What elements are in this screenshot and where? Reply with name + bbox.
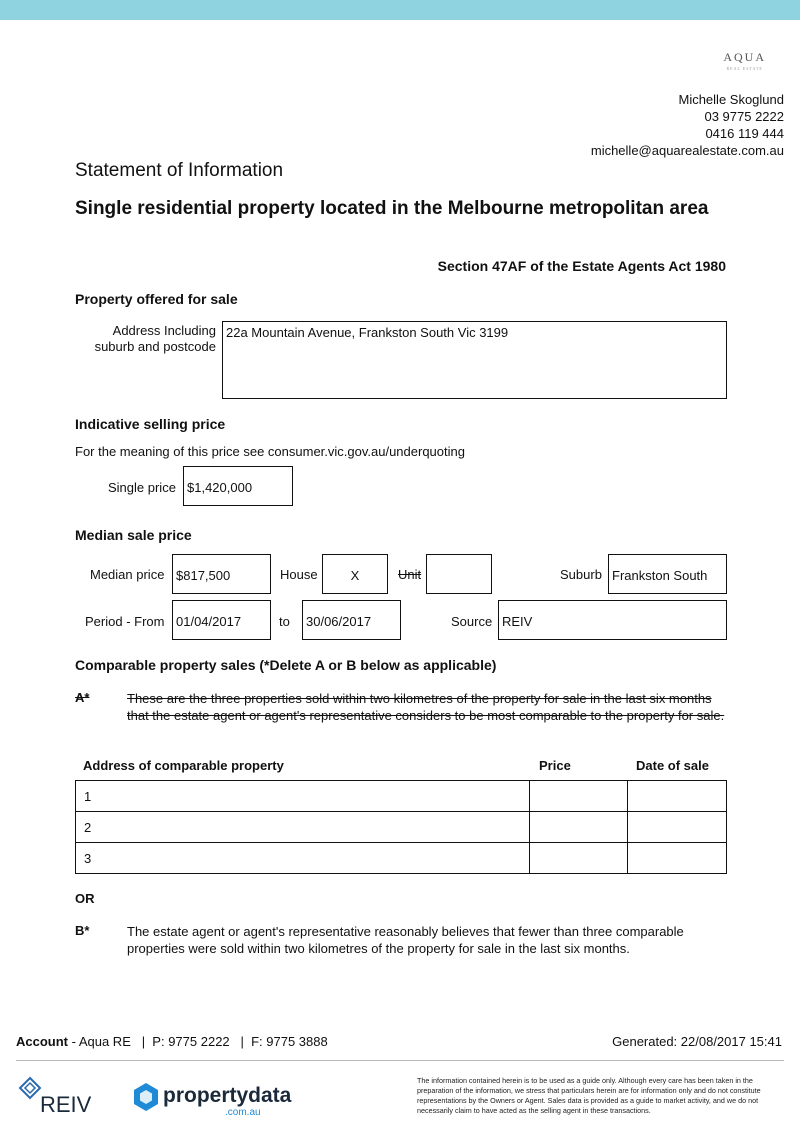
row-date-cell[interactable] bbox=[628, 843, 727, 874]
row-price-cell[interactable] bbox=[530, 843, 628, 874]
option-b-text: The estate agent or agent's representative reasonably believes that fewer than three comparable properties were sold within two kilometres of the property for sale in the last six months. bbox=[127, 924, 684, 956]
table-row bbox=[76, 781, 727, 812]
agent-phone-mobile: 0416 119 444 bbox=[705, 126, 784, 141]
single-price-value: $1,420,000 bbox=[187, 480, 253, 495]
table-row bbox=[76, 812, 727, 843]
col-date-header: Date of sale bbox=[636, 758, 709, 773]
source-field[interactable] bbox=[498, 600, 727, 640]
aqua-logo bbox=[723, 50, 766, 71]
option-a-text: These are the three properties sold within two kilometres of the property for sale in the last six months that the estate agent or agent's representative considers to be most comparable to the property for sale. bbox=[127, 691, 725, 723]
propertydata-mark-icon bbox=[133, 1082, 159, 1112]
propertydata-text: propertydata bbox=[163, 1084, 292, 1107]
house-value: X bbox=[350, 568, 360, 583]
row-address-cell[interactable] bbox=[76, 812, 530, 843]
footer-generated: Generated: 22/08/2017 15:41 bbox=[612, 1034, 782, 1049]
median-section-title: Median sale price bbox=[75, 527, 192, 543]
option-a-label: A* bbox=[75, 690, 90, 705]
propertydata-logo bbox=[133, 1080, 292, 1120]
agent-contact bbox=[591, 91, 784, 159]
row-price-cell[interactable] bbox=[530, 812, 628, 843]
reiv-logo bbox=[18, 1076, 98, 1120]
or-label: OR bbox=[75, 891, 95, 906]
top-accent-bar bbox=[0, 0, 800, 20]
option-b-label: B* bbox=[75, 923, 90, 938]
house-field[interactable] bbox=[322, 554, 388, 594]
col-address-header: Address of comparable property bbox=[83, 758, 284, 773]
source-value: REIV bbox=[502, 614, 533, 629]
account-details: - Aqua RE | P: 9775 2222 | F: 9775 3888 bbox=[68, 1034, 328, 1049]
property-section-title: Property offered for sale bbox=[75, 291, 238, 307]
median-price-field[interactable] bbox=[172, 554, 271, 594]
address-field[interactable] bbox=[222, 321, 727, 399]
source-label: Source bbox=[451, 614, 493, 629]
agent-phone-office: 03 9775 2222 bbox=[704, 109, 784, 124]
row-number: 1 bbox=[84, 788, 92, 804]
median-price-label: Median price bbox=[90, 567, 165, 582]
reiv-text: REIV bbox=[40, 1092, 92, 1117]
comparable-section-title: Comparable property sales (*Delete A or B below as applicable) bbox=[75, 657, 497, 673]
agent-name: Michelle Skoglund bbox=[678, 92, 784, 107]
unit-label: Unit bbox=[398, 567, 422, 582]
row-number: 3 bbox=[84, 850, 92, 866]
period-to-field[interactable] bbox=[302, 600, 401, 640]
section-act: Section 47AF of the Estate Agents Act 1980 bbox=[437, 258, 726, 274]
account-label: Account bbox=[16, 1034, 68, 1049]
logo-subtext: REAL ESTATE bbox=[726, 66, 763, 71]
comparable-table bbox=[75, 780, 727, 874]
col-price-header: Price bbox=[539, 758, 571, 773]
period-to-label: to bbox=[279, 614, 290, 629]
row-number: 2 bbox=[84, 819, 92, 835]
agent-email[interactable]: michelle@aquarealestate.com.au bbox=[590, 143, 784, 158]
address-value: 22a Mountain Avenue, Frankston South Vic 3199 bbox=[226, 325, 509, 340]
footer-account bbox=[16, 1034, 328, 1049]
house-label: House bbox=[280, 567, 318, 582]
meaning-text: For the meaning of this price see consumer.vic.gov.au/underquoting bbox=[75, 444, 465, 459]
single-price-label: Single price bbox=[108, 480, 176, 495]
footer-divider bbox=[16, 1060, 784, 1061]
row-date-cell[interactable] bbox=[628, 812, 727, 843]
single-price-field[interactable] bbox=[183, 466, 293, 506]
period-to-value: 30/06/2017 bbox=[306, 614, 372, 629]
suburb-label: Suburb bbox=[560, 567, 602, 582]
main-title: Single residential property located in the Melbourne metropolitan area bbox=[75, 198, 709, 219]
logo-text: AQUA bbox=[723, 50, 766, 64]
address-label: Address Including suburb and postcode bbox=[94, 323, 216, 354]
unit-field[interactable] bbox=[426, 554, 492, 594]
median-price-value: $817,500 bbox=[176, 568, 231, 583]
footer-disclaimer: The information contained herein is to be used as a guide only. Although every care has been taken in the preparation of the information, we stress that particulars herein are for information only and do not constitute representations by the Owners or Agent. Sales data is provided as a guide to market activity, and we do not necessarily claim to have acted as the selling agent in these transactions. bbox=[417, 1076, 761, 1115]
propertydata-sub: .com.au bbox=[225, 1107, 261, 1118]
row-address-cell[interactable] bbox=[76, 781, 530, 812]
period-from-value: 01/04/2017 bbox=[176, 614, 242, 629]
statement-title: Statement of Information bbox=[75, 160, 284, 181]
suburb-field[interactable] bbox=[608, 554, 727, 594]
table-row bbox=[76, 843, 727, 874]
row-price-cell[interactable] bbox=[530, 781, 628, 812]
period-label: Period - From bbox=[85, 614, 165, 629]
suburb-value: Frankston South bbox=[612, 568, 708, 583]
indicative-section-title: Indicative selling price bbox=[75, 416, 226, 432]
period-from-field[interactable] bbox=[172, 600, 271, 640]
row-date-cell[interactable] bbox=[628, 781, 727, 812]
row-address-cell[interactable] bbox=[76, 843, 530, 874]
